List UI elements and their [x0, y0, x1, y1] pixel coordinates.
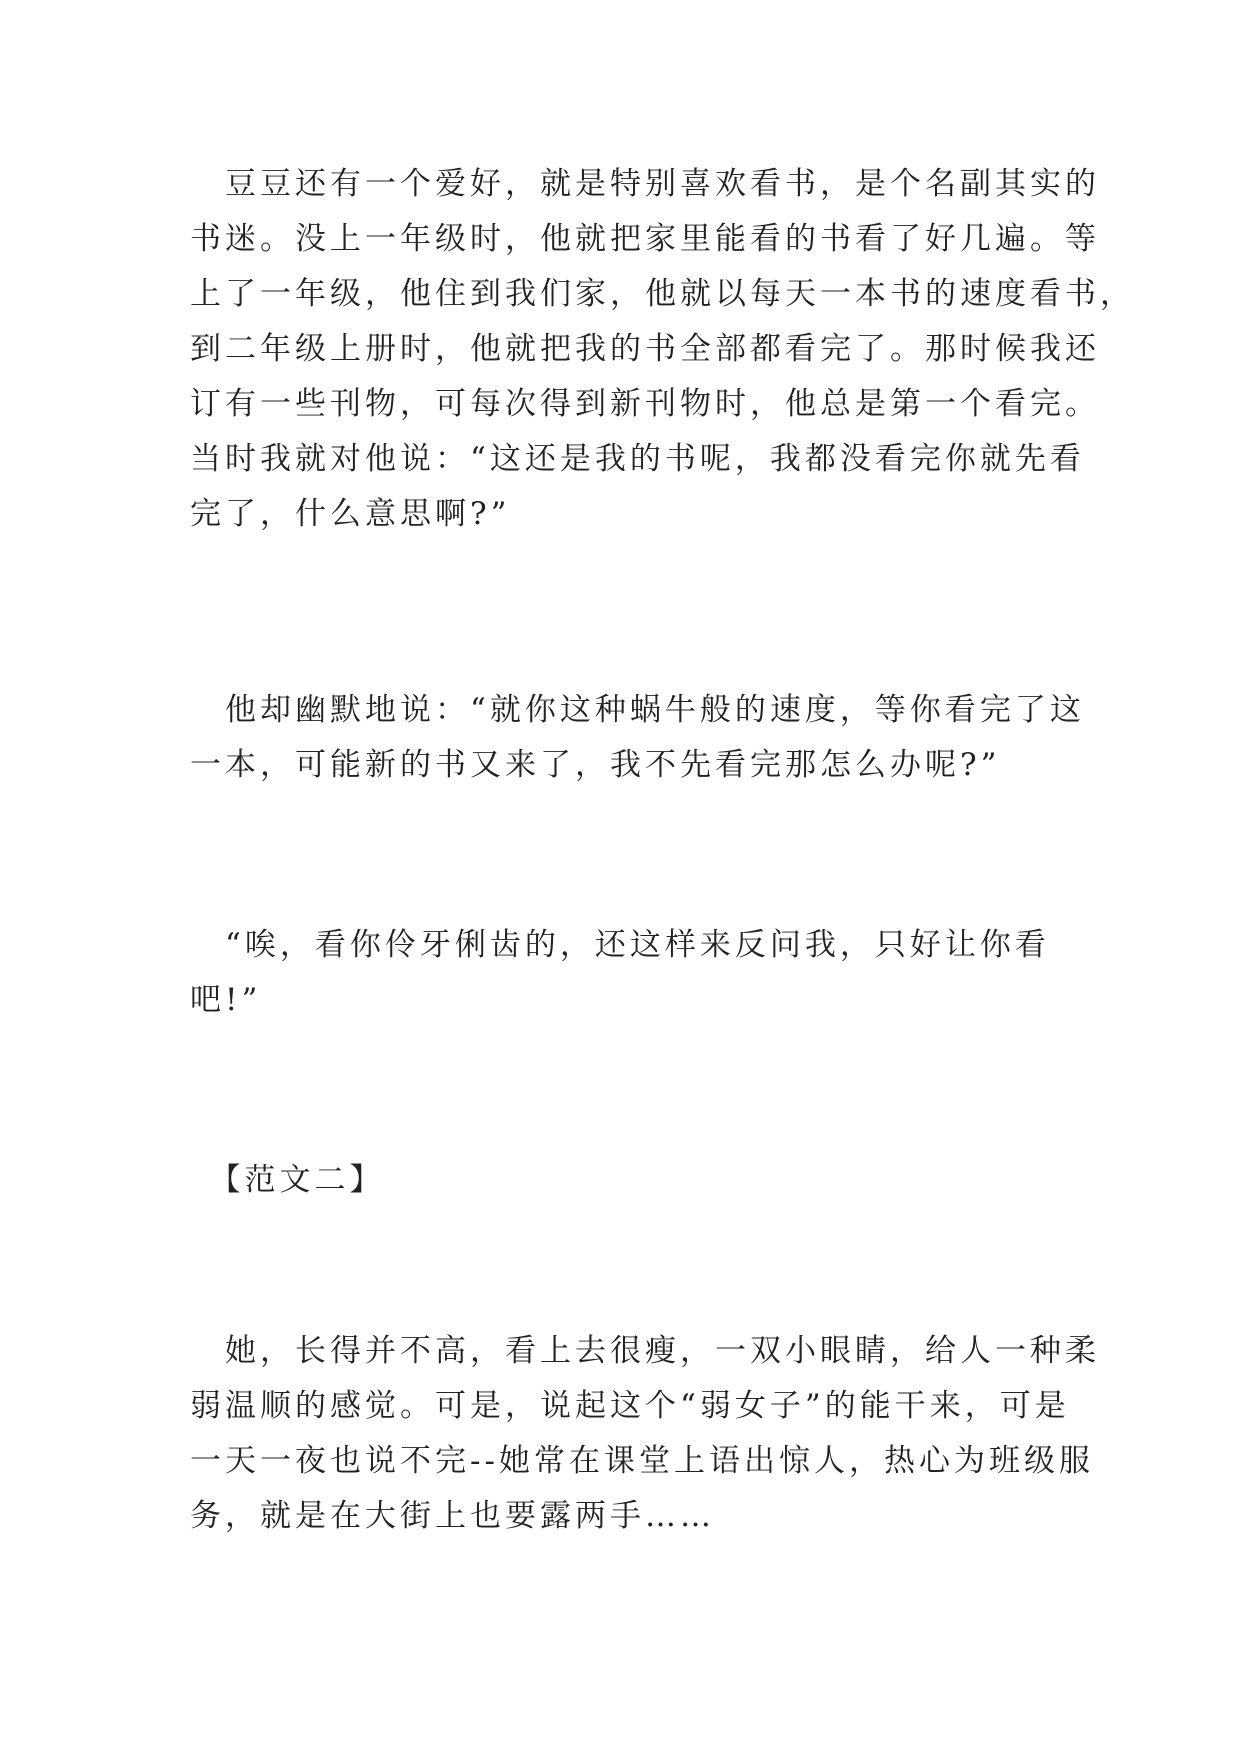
text-line: 书迷。没上一年级时，他就把家里能看的书看了好几遍。等: [190, 221, 1100, 257]
text-line: 豆豆还有一个爱好，就是特别喜欢看书，是个名副其实的: [190, 166, 1100, 202]
text-line: 当时我就对他说：“这还是我的书呢，我都没看完你就先看: [190, 441, 1085, 477]
text-line: 上了一年级，他住到我们家，他就以每天一本书的速度看书，: [190, 276, 1135, 312]
text-line: 吧!”: [190, 982, 262, 1018]
paragraph-humorous-reply: [190, 683, 1085, 793]
text-line: 一天一夜也说不完--她常在课堂上语出惊人，热心为班级服: [190, 1443, 1094, 1479]
text-line: “唉，看你伶牙俐齿的，还这样来反问我，只好让你看: [190, 927, 1050, 963]
text-line: 她，长得并不高，看上去很瘦，一双小眼睛，给人一种柔: [190, 1333, 1100, 1369]
section-heading: 【范文二】: [190, 1162, 385, 1198]
text-line: 弱温顺的感觉。可是，说起这个“弱女子”的能干来，可是: [190, 1388, 1070, 1424]
text-line: 到二年级上册时，他就把我的书全部都看完了。那时候我还: [190, 331, 1100, 367]
paragraph-reading-hobby: [190, 157, 1135, 542]
text-line: 完了，什么意思啊?”: [190, 496, 511, 532]
paragraph-weak-girl: [190, 1324, 1100, 1544]
text-line: 他却幽默地说：“就你这种蜗牛般的速度，等你看完了这: [190, 692, 1085, 728]
paragraph-sigh: [190, 918, 1060, 1028]
text-line: 订有一些刊物，可每次得到新刊物时，他总是第一个看完。: [190, 386, 1100, 422]
text-line: 务，就是在大街上也要露两手……: [190, 1498, 715, 1534]
text-line: 一本，可能新的书又来了，我不先看完那怎么办呢?”: [190, 747, 1001, 783]
section-heading-block: [190, 1153, 1060, 1208]
